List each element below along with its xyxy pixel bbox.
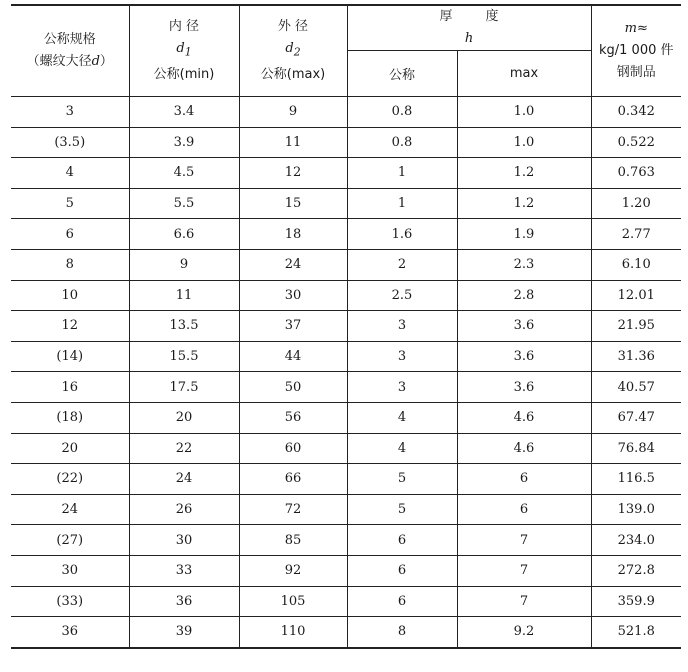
cell-inner-diameter: 4.5 [129,158,239,189]
cell-thickness-nominal: 2 [347,249,457,280]
cell-thickness-nominal: 8 [347,617,457,648]
table-row [11,525,681,556]
cell-thickness-nominal: 0.8 [347,127,457,158]
cell-thickness-max: 7 [457,525,591,556]
header-mass-symbol: m≈ [624,21,648,36]
table-body [11,97,681,648]
table-row [11,464,681,495]
cell-thickness-max: 1.0 [457,127,591,158]
cell-outer-diameter: 24 [239,249,347,280]
header-inner-note: 公称(min) [153,66,215,82]
cell-mass: 234.0 [591,525,681,556]
cell-nominal-size: 36 [11,617,129,648]
header-mass-material: 钢制品 [616,65,656,80]
cell-thickness-nominal: 5 [347,494,457,525]
cell-outer-diameter: 105 [239,586,347,617]
cell-outer-diameter: 72 [239,494,347,525]
cell-thickness-nominal: 1.6 [347,219,457,250]
cell-nominal-size: (3.5) [11,127,129,158]
cell-inner-diameter: 17.5 [129,372,239,403]
header-nominal-line2: （螺纹大径d） [26,54,113,69]
cell-thickness-max: 7 [457,555,591,586]
cell-nominal-size: (27) [11,525,129,556]
cell-thickness-max: 4.6 [457,402,591,433]
table-row [11,555,681,586]
cell-inner-diameter: 3.4 [129,97,239,128]
cell-inner-diameter: 30 [129,525,239,556]
header-thick-symbol: h [464,31,474,46]
cell-thickness-max: 3.6 [457,341,591,372]
cell-thickness-nominal: 1 [347,188,457,219]
cell-nominal-size: 5 [11,188,129,219]
table-row [11,97,681,128]
cell-outer-diameter: 9 [239,97,347,128]
header-thickness [347,5,591,51]
cell-mass: 76.84 [591,433,681,464]
cell-thickness-max: 1.0 [457,97,591,128]
table-row [11,188,681,219]
cell-nominal-size: 24 [11,494,129,525]
cell-nominal-size: (33) [11,586,129,617]
cell-outer-diameter: 56 [239,402,347,433]
header-inner-symbol: $d_1$ [176,41,192,59]
cell-thickness-max: 6 [457,494,591,525]
table-row [11,127,681,158]
cell-inner-diameter: 36 [129,586,239,617]
cell-outer-diameter: 11 [239,127,347,158]
cell-mass: 1.20 [591,188,681,219]
cell-nominal-size: 12 [11,311,129,342]
cell-outer-diameter: 92 [239,555,347,586]
header-mass-unit: kg/1 000 件 [598,43,674,58]
cell-outer-diameter: 37 [239,311,347,342]
cell-inner-diameter: 11 [129,280,239,311]
cell-thickness-nominal: 0.8 [347,97,457,128]
cell-mass: 12.01 [591,280,681,311]
cell-mass: 116.5 [591,464,681,495]
header-nominal-size [11,5,129,97]
cell-thickness-max: 1.9 [457,219,591,250]
washer-dimensions-table [11,4,681,649]
table-row [11,219,681,250]
table-row [11,494,681,525]
cell-inner-diameter: 20 [129,402,239,433]
cell-thickness-max: 2.8 [457,280,591,311]
cell-outer-diameter: 60 [239,433,347,464]
table-row [11,402,681,433]
cell-mass: 0.342 [591,97,681,128]
table-row [11,586,681,617]
header-outer-title: 外 径 [277,19,309,35]
table-row [11,433,681,464]
cell-nominal-size: (14) [11,341,129,372]
cell-thickness-max: 3.6 [457,311,591,342]
cell-outer-diameter: 50 [239,372,347,403]
cell-mass: 31.36 [591,341,681,372]
cell-inner-diameter: 26 [129,494,239,525]
header-inner-title: 内 径 [168,19,200,35]
cell-nominal-size: 10 [11,280,129,311]
cell-outer-diameter: 18 [239,219,347,250]
cell-outer-diameter: 15 [239,188,347,219]
cell-mass: 6.10 [591,249,681,280]
header-outer-diameter [239,5,347,97]
header-nominal-line1: 公称规格 [43,32,96,47]
cell-thickness-max: 4.6 [457,433,591,464]
cell-thickness-nominal: 6 [347,586,457,617]
cell-inner-diameter: 13.5 [129,311,239,342]
header-inner-diameter [129,5,239,97]
header-thick-max: max [457,51,591,97]
cell-thickness-max: 6 [457,464,591,495]
cell-inner-diameter: 22 [129,433,239,464]
cell-thickness-max: 9.2 [457,617,591,648]
table-row [11,372,681,403]
cell-inner-diameter: 3.9 [129,127,239,158]
cell-thickness-max: 3.6 [457,372,591,403]
cell-thickness-max: 7 [457,586,591,617]
cell-inner-diameter: 9 [129,249,239,280]
cell-thickness-nominal: 6 [347,525,457,556]
cell-thickness-nominal: 3 [347,311,457,342]
header-mass [591,5,681,97]
cell-nominal-size: (22) [11,464,129,495]
table-row [11,617,681,648]
washer-dimensions-table-container [11,4,681,649]
cell-nominal-size: 20 [11,433,129,464]
cell-inner-diameter: 39 [129,617,239,648]
cell-mass: 21.95 [591,311,681,342]
cell-nominal-size: 8 [11,249,129,280]
header-thick-nominal: 公称 [347,51,457,97]
table-row [11,341,681,372]
cell-thickness-nominal: 2.5 [347,280,457,311]
cell-outer-diameter: 12 [239,158,347,189]
cell-mass: 67.47 [591,402,681,433]
cell-mass: 272.8 [591,555,681,586]
cell-nominal-size: (18) [11,402,129,433]
cell-outer-diameter: 44 [239,341,347,372]
cell-outer-diameter: 110 [239,617,347,648]
cell-inner-diameter: 24 [129,464,239,495]
table-row [11,311,681,342]
cell-thickness-nominal: 1 [347,158,457,189]
cell-thickness-max: 1.2 [457,158,591,189]
cell-outer-diameter: 85 [239,525,347,556]
table-row [11,280,681,311]
header-thick-title: 厚 度 [439,9,499,24]
cell-thickness-nominal: 4 [347,402,457,433]
cell-inner-diameter: 5.5 [129,188,239,219]
cell-mass: 521.8 [591,617,681,648]
header-outer-symbol: $d_2$ [285,41,301,59]
cell-nominal-size: 4 [11,158,129,189]
cell-nominal-size: 6 [11,219,129,250]
cell-outer-diameter: 30 [239,280,347,311]
cell-nominal-size: 16 [11,372,129,403]
cell-thickness-nominal: 3 [347,341,457,372]
cell-mass: 0.522 [591,127,681,158]
cell-mass: 2.77 [591,219,681,250]
cell-nominal-size: 30 [11,555,129,586]
table-row [11,158,681,189]
cell-nominal-size: 3 [11,97,129,128]
header-outer-note: 公称(max) [260,66,326,82]
cell-thickness-nominal: 5 [347,464,457,495]
cell-mass: 139.0 [591,494,681,525]
cell-mass: 40.57 [591,372,681,403]
cell-inner-diameter: 33 [129,555,239,586]
cell-thickness-nominal: 4 [347,433,457,464]
cell-outer-diameter: 66 [239,464,347,495]
cell-inner-diameter: 6.6 [129,219,239,250]
table-row [11,249,681,280]
cell-thickness-max: 2.3 [457,249,591,280]
cell-thickness-nominal: 6 [347,555,457,586]
cell-inner-diameter: 15.5 [129,341,239,372]
cell-thickness-nominal: 3 [347,372,457,403]
cell-thickness-max: 1.2 [457,188,591,219]
cell-mass: 0.763 [591,158,681,189]
cell-mass: 359.9 [591,586,681,617]
